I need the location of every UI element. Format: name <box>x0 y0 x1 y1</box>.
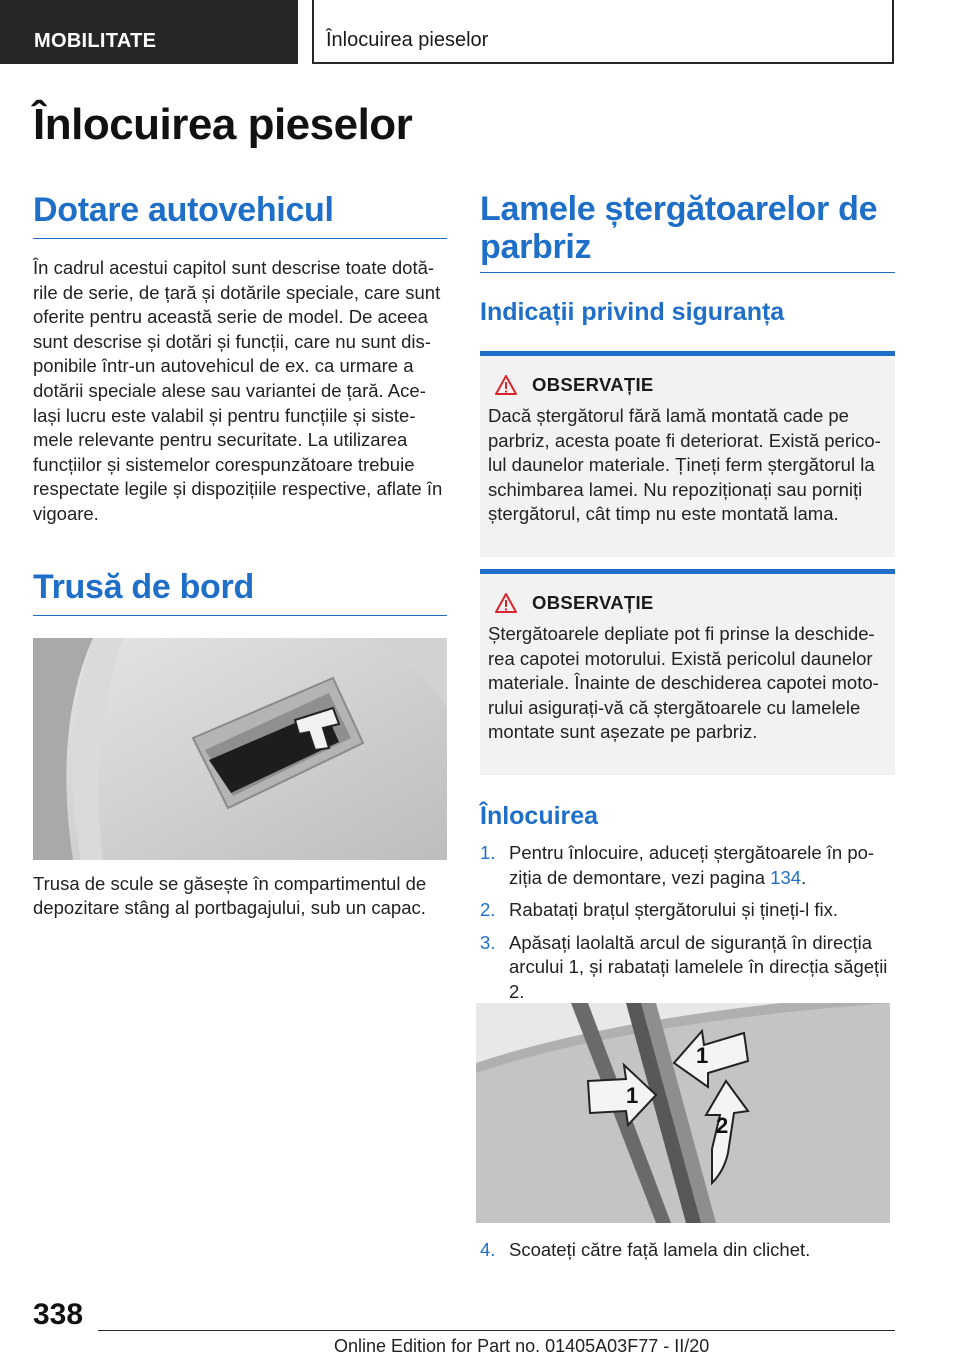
warning-text-2: Ștergătoarele depliate pot fi prinse la deschiderea capotei motorului. Există pericolul daunelor materiale. Înainte de deschiderea capotei motorului asigurați-vă că ștergătoarele cu lamelele montate sunt așezate pe parbriz. <box>488 623 879 743</box>
section-heading-dotare: Dotare autovehicul <box>33 190 447 239</box>
step-text: Apăsați laolaltă arcul de siguranță în direcția arcului 1, și rabatați lamelele în direcția săgeții 2. <box>509 931 888 1002</box>
warning-label-2: OBSERVAȚIE <box>532 592 654 613</box>
step-number: 3. <box>480 931 496 953</box>
right-column <box>480 190 895 1013</box>
header-chapter-tab <box>312 0 894 64</box>
replace-heading: Înlocuirea <box>480 802 599 830</box>
page-title: Înlocuirea pieselor <box>33 100 413 149</box>
warning-label-1: OBSERVAȚIE <box>532 374 654 395</box>
warning-box-1 <box>480 351 895 557</box>
wiper-blade-image <box>476 1003 890 1223</box>
step-text: Rabatați brațul ștergătorului și țineți-l fix. <box>509 899 839 921</box>
warning-triangle-icon <box>494 592 518 614</box>
wiper-blade-illustration <box>476 1003 890 1223</box>
dotare-text: În cadrul acestui capitol sunt descrise toate dotările de serie, de țară și dotările speciale, care sunt oferite pentru această serie de model. De aceea sunt descrise și dotări și funcții, care nu sunt disponibile într-un autovehicul de ex. ca urmare a dotării speciale alese sau variantei de țară. Același lucru este valabil și pentru funcțiile și sistemele relevante pentru securitate. La utilizarea funcțiilor și sistemelor corespunzătoare trebuie respectate legile și dispozițiile respective, aflate în vigoare. <box>33 257 443 524</box>
page-reference-link[interactable]: 134 <box>770 866 802 888</box>
warning-text-1: Dacă ștergătorul fără lamă montată cade pe parbriz, acesta poate fi deteriorat. Există pericolul daunelor materiale. Țineți ferm ștergătorul la schimbarea lamei. Nu repoziționați sau porniți ștergătorul, cât timp nu este montată lama. <box>488 405 881 525</box>
header-section-label: MOBILITATE <box>34 30 157 52</box>
header-chapter-label: Înlocuirea pieselor <box>326 29 489 51</box>
header-section-tab <box>0 0 298 64</box>
footer-divider <box>98 1330 895 1331</box>
arrow-label-1b: 1 <box>696 1043 709 1068</box>
footer-edition: Online Edition for Part no. 01405A03F77 - II/20 <box>334 1336 710 1356</box>
step-item <box>480 898 895 923</box>
step-number: 1. <box>480 842 496 863</box>
section-heading-lamele: Lamele ștergătoarelor de parbriz <box>480 190 895 273</box>
step-text: Pentru înlocuire, aduceți ștergătoarele în poziția de demontare, vezi pagina 134. <box>509 842 875 888</box>
warning-triangle-icon <box>494 374 518 396</box>
step-item <box>480 841 895 890</box>
trunk-compartment-image <box>33 638 447 860</box>
step-number: 4. <box>480 1239 496 1260</box>
left-column <box>33 190 447 921</box>
replace-steps <box>480 841 895 1005</box>
safety-heading: Indicații privind siguranța <box>480 298 785 326</box>
arrow-label-2: 2 <box>716 1113 729 1138</box>
page-number: 338 <box>33 1298 84 1331</box>
section-heading-trusa: Trusă de bord <box>33 567 447 616</box>
step-text: Scoateți către față lamela din clichet. <box>509 1239 811 1260</box>
step-number: 2. <box>480 899 496 921</box>
step-item <box>480 931 895 1005</box>
arrow-label-1: 1 <box>626 1083 639 1108</box>
warning-box-2 <box>480 569 895 775</box>
replace-steps-continued <box>480 1238 895 1271</box>
trusa-caption: Trusa de scule se găsește în compartimentul de depozitare stâng al portbagajului, sub un capac. <box>33 872 427 919</box>
trunk-compartment-illustration <box>33 638 447 860</box>
step-item <box>480 1238 895 1263</box>
